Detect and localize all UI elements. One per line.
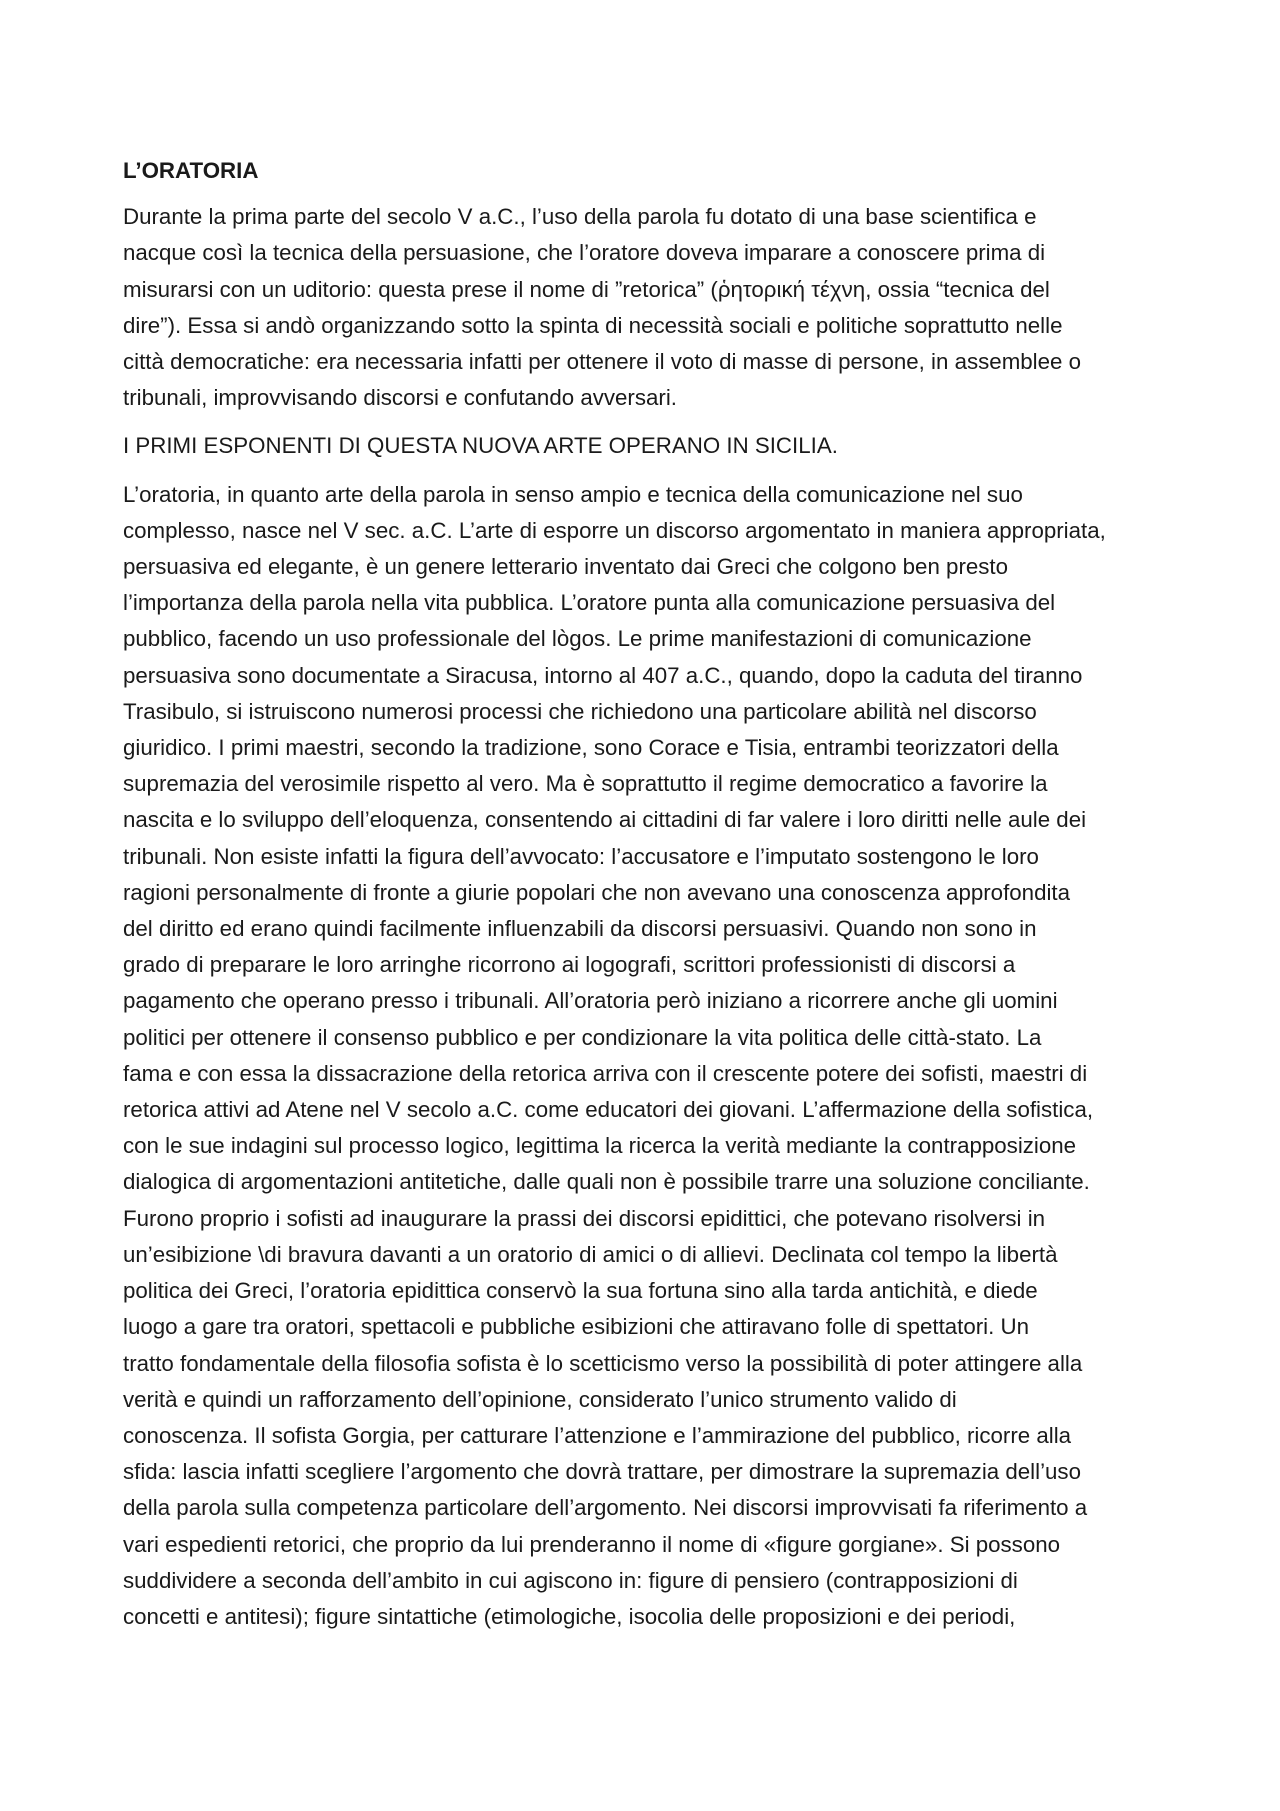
paragraph-container xyxy=(123,199,1168,1635)
text-line: sfida: lascia infatti scegliere l’argomento che dovrà trattare, per dimostrare la supremazia dell’uso xyxy=(123,1459,1081,1485)
text-line: conoscenza. Il sofista Gorgia, per catturare l’attenzione e l’ammirazione del pubblico, ricorre alla xyxy=(123,1422,1072,1448)
text-line: concetti e antitesi); figure sintattiche (etimologiche, isocolia delle proposizioni e dei periodi, xyxy=(123,1603,1016,1629)
text-line: misurarsi con un uditorio: questa prese il nome di ”retorica” (ῥητορική τέχνη, ossia “tecnica del xyxy=(123,276,1050,302)
text-line: giuridico. I primi maestri, secondo la tradizione, sono Corace e Tisia, entrambi teorizzatori della xyxy=(123,735,1059,761)
text-line: città democratiche: era necessaria infatti per ottenere il voto di masse di persone, in assemblee o xyxy=(123,349,1082,375)
text-line: persuasiva sono documentate a Siracusa, intorno al 407 a.C., quando, dopo la caduta del tiranno xyxy=(123,662,1083,688)
text-line: un’esibizione \di bravura davanti a un oratorio di amici o di allievi. Declinata col tempo la libertà xyxy=(123,1241,1058,1267)
paragraph xyxy=(123,477,1168,1636)
text-line: politici per ottenere il consenso pubblico e per condizionare la vita politica delle città-stato. La xyxy=(123,1024,1042,1050)
text-line: Trasibulo, si istruiscono numerosi processi che richiedono una particolare abilità nel discorso xyxy=(123,698,1037,724)
text-line: grado di preparare le loro arringhe ricorrono ai logografi, scrittori professionisti di discorsi a xyxy=(123,952,1016,978)
text-line: del diritto ed erano quindi facilmente influenzabili da discorsi persuasivi. Quando non sono in xyxy=(123,916,1037,942)
paragraph xyxy=(123,199,1168,416)
text-line: Furono proprio i sofisti ad inaugurare la prassi dei discorsi epidittici, che potevano risolversi in xyxy=(123,1205,1046,1231)
text-line: politica dei Greci, l’oratoria epidittica conservò la sua fortuna sino alla tarda antichità, e diede xyxy=(123,1278,1038,1304)
text-line: persuasiva ed elegante, è un genere letterario inventato dai Greci che colgono ben presto xyxy=(123,554,1009,580)
text-line: retorica attivi ad Atene nel V secolo a.C. come educatori dei giovani. L’affermazione della sofistica, xyxy=(123,1097,1094,1123)
text-line: dialogica di argomentazioni antitetiche, dalle quali non è possibile trarre una soluzione conciliante. xyxy=(123,1169,1090,1195)
text-line: nascita e lo sviluppo dell’eloquenza, consentendo ai cittadini di far valere i loro diritti nelle aule dei xyxy=(123,807,1087,833)
text-line: con le sue indagini sul processo logico, legittima la ricerca la verità mediante la contrapposizione xyxy=(123,1133,1077,1159)
text-line: complesso, nasce nel V sec. a.C. L’arte di esporre un discorso argomentato in maniera appropriata, xyxy=(123,517,1106,543)
text-line: nacque così la tecnica della persuasione, che l’oratore doveva imparare a conoscere prima di xyxy=(123,240,1046,266)
text-line: fama e con essa la dissacrazione della retorica arriva con il crescente potere dei sofisti, maestri di xyxy=(123,1060,1088,1086)
text-line: vari espedienti retorici, che proprio da lui prenderanno il nome di «figure gorgiane». Si possono xyxy=(123,1531,1061,1557)
text-line: supremazia del verosimile rispetto al vero. Ma è soprattutto il regime democratico a favorire la xyxy=(123,771,1048,797)
document-title: L’ORATORIA xyxy=(123,158,259,183)
text-line: Durante la prima parte del secolo V a.C., l’uso della parola fu dotato di una base scientifica e xyxy=(123,204,1037,230)
text-line: I PRIMI ESPONENTI DI QUESTA NUOVA ARTE OPERANO IN SICILIA. xyxy=(123,433,838,459)
text-line: l’importanza della parola nella vita pubblica. L’oratore punta alla comunicazione persuasiva del xyxy=(123,590,1056,616)
text-line: tribunali. Non esiste infatti la figura dell’avvocato: l’accusatore e l’imputato sostengono le loro xyxy=(123,843,1039,869)
text-line: ragioni personalmente di fronte a giurie popolari che non avevano una conoscenza approfondita xyxy=(123,879,1071,905)
text-line: della parola sulla competenza particolare dell’argomento. Nei discorsi improvvisati fa riferimento a xyxy=(123,1495,1088,1521)
text-line: dire”). Essa si andò organizzando sotto la spinta di necessità sociali e politiche soprattutto nelle xyxy=(123,312,1063,338)
text-line: L’oratoria, in quanto arte della parola in senso ampio e tecnica della comunicazione nel suo xyxy=(123,481,1023,507)
text-line: suddividere a seconda dell’ambito in cui agiscono in: figure di pensiero (contrapposizioni di xyxy=(123,1567,1018,1593)
text-line: tratto fondamentale della filosofia sofista è lo scetticismo verso la possibilità di poter attingere alla xyxy=(123,1350,1083,1376)
text-line: pagamento che operano presso i tribunali. All’oratoria però iniziano a ricorrere anche gli uomini xyxy=(123,988,1058,1014)
text-line: tribunali, improvvisando discorsi e confutando avversari. xyxy=(123,385,677,411)
document-body xyxy=(123,153,1168,1647)
paragraph xyxy=(123,428,1168,464)
text-line: pubblico, facendo un uso professionale del lògos. Le prime manifestazioni di comunicazione xyxy=(123,626,1032,652)
text-line: verità e quindi un rafforzamento dell’opinione, considerato l’unico strumento valido di xyxy=(123,1386,957,1412)
text-line: luogo a gare tra oratori, spettacoli e pubbliche esibizioni che attiravano folle di spettatori. Un xyxy=(123,1314,1030,1340)
